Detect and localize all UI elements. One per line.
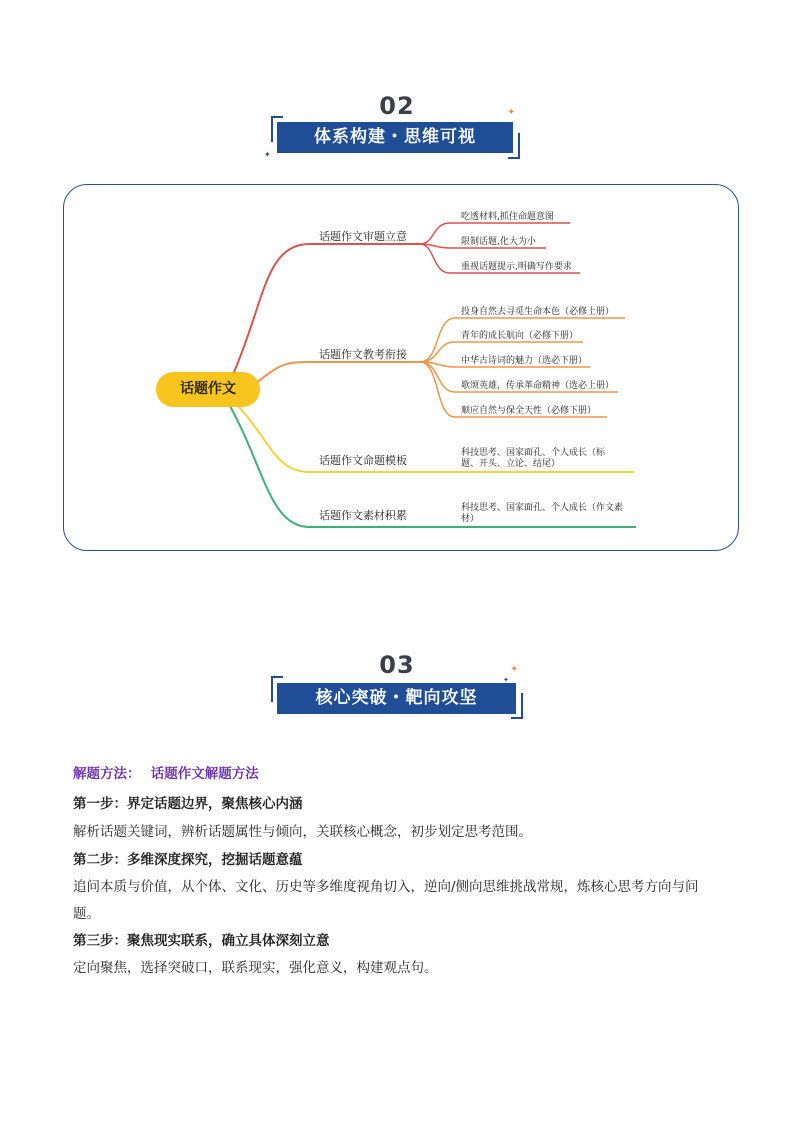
section-number: 03: [379, 651, 415, 679]
mindmap-leaf-label: 青年的成长航向（必修下册）: [461, 331, 579, 341]
step-body: 解析话题关键词，辨析话题属性与倾向，关联核心概念，初步划定思考范围。: [73, 824, 532, 840]
mindmap-branch-label: 话题作文教考衔接: [319, 348, 407, 361]
mindmap-leaf-label: 顺应自然与保全天性（必修下册）: [461, 406, 597, 416]
mindmap-leaf-label: 限制话题,化大为小: [461, 237, 536, 247]
mindmap-branch-label: 话题作文素材积累: [319, 509, 407, 522]
section-banner: 体系构建・思维可视: [277, 122, 513, 153]
method-label: 解题方法：: [73, 766, 141, 782]
method-name: 话题作文解题方法: [150, 766, 259, 782]
sparkle-icon: ✦: [507, 107, 516, 118]
mindmap-branch-label: 话题作文审题立意: [319, 230, 407, 243]
mindmap-leaf-label: 歌颂英雄，传承革命精神（选必上册）: [461, 381, 615, 391]
mindmap-leaf-label: 投身自然去寻觅生命本色（必修上册）: [461, 307, 615, 317]
step-body: 追问本质与价值，从个体、文化、历史等多维度视角切入，逆向/侧向思维挑战常规，炼核心思考方向与问: [73, 879, 699, 895]
sparkle-icon: ✦: [510, 664, 519, 675]
mindmap-leaf-label: 科技思考、国家面孔、个人成长（作文素材）: [461, 503, 624, 524]
step-body: 题。: [73, 906, 100, 922]
mindmap-leaf-label: 重视话题提示,明确写作要求: [461, 262, 572, 272]
mindmap-leaf-label: 吃透材料,抓住命题意图: [461, 212, 554, 222]
section-banner: 核心突破・靶向攻坚: [277, 683, 516, 714]
sparkle-icon: ✦: [264, 150, 271, 159]
step-heading: 第一步：界定话题边界，聚焦核心内涵: [73, 796, 303, 812]
step-heading: 第二步：多维深度探究，挖掘话题意蕴: [73, 852, 303, 868]
mindmap-root: 话题作文: [156, 372, 260, 407]
section-number: 02: [379, 92, 415, 120]
step-heading: 第三步：聚焦现实联系，确立具体深刻立意: [73, 933, 330, 949]
mindmap-leaf-label: 中华古诗词的魅力（选必下册）: [461, 356, 588, 366]
method-title: [73, 762, 259, 782]
sparkle-icon: ✦: [503, 676, 509, 684]
mindmap-branch-label: 话题作文命题模板: [319, 454, 407, 467]
mindmap-leaf-label: 科技思考、国家面孔、个人成长（标题、开头、立论、结尾）: [461, 448, 606, 469]
step-body: 定向聚焦，选择突破口，联系现实，强化意义，构建观点句。: [73, 960, 438, 976]
